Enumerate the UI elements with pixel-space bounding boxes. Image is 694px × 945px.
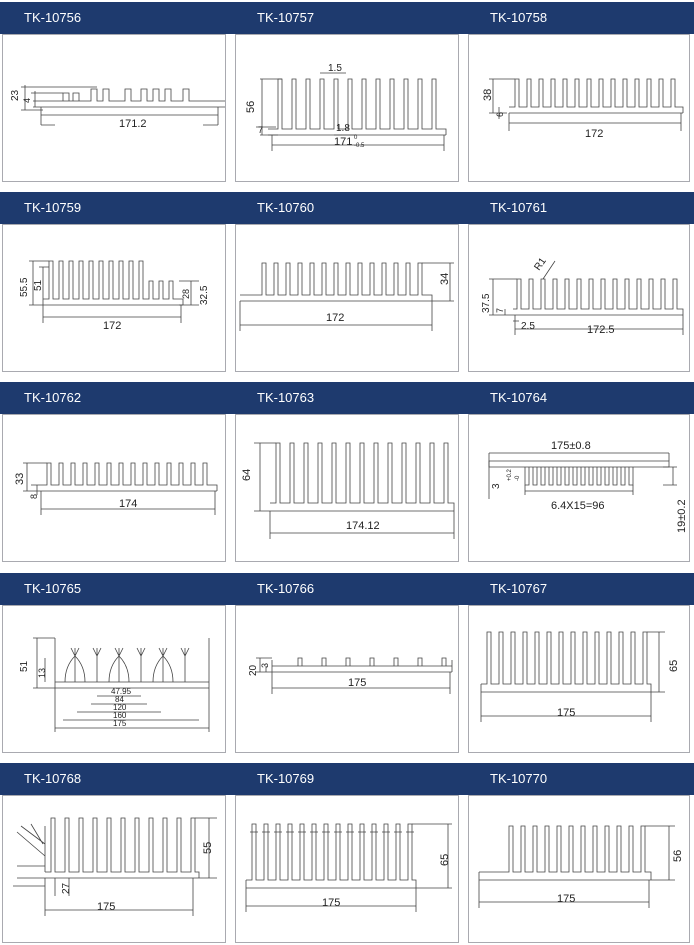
product-card[interactable] bbox=[0, 192, 228, 372]
dimension-label: 7 bbox=[258, 125, 264, 135]
profile-drawing-frame bbox=[235, 605, 459, 753]
product-card[interactable] bbox=[233, 2, 461, 182]
dimension-label: 33 bbox=[14, 472, 26, 485]
dimension-label: 84 bbox=[115, 695, 124, 704]
profile-drawing-frame bbox=[468, 224, 690, 372]
profile-drawing bbox=[3, 606, 225, 752]
product-code: TK-10763 bbox=[257, 390, 315, 405]
profile-drawing bbox=[469, 796, 689, 942]
dimension-label: -0 bbox=[515, 475, 521, 481]
product-code: TK-10767 bbox=[490, 581, 548, 596]
dimension-label: +0.2 bbox=[507, 469, 513, 481]
dimension-label: 1.8 bbox=[336, 123, 350, 134]
dimension-label: 65 bbox=[668, 659, 680, 672]
profile-drawing bbox=[236, 415, 458, 561]
product-code: TK-10758 bbox=[490, 10, 548, 25]
dimension-label: 175 bbox=[348, 677, 367, 689]
dimension-label: 120 bbox=[113, 703, 127, 712]
dimension-label: 3 bbox=[260, 662, 270, 668]
product-card[interactable] bbox=[0, 382, 228, 562]
profile-drawing bbox=[236, 606, 458, 752]
profile-drawing bbox=[3, 796, 225, 942]
product-code: TK-10765 bbox=[24, 581, 82, 596]
dimension-label: 172.5 bbox=[587, 324, 615, 336]
dimension-label: 38 bbox=[482, 88, 494, 101]
product-card[interactable] bbox=[0, 763, 228, 945]
dimension-label: 20 bbox=[248, 664, 259, 676]
dimension-label: 171 bbox=[334, 136, 353, 148]
profile-drawing-frame bbox=[2, 605, 226, 753]
product-card[interactable] bbox=[466, 382, 694, 562]
dimension-label: 171.2 bbox=[119, 118, 147, 130]
profile-drawing-frame bbox=[2, 795, 226, 943]
product-code: TK-10759 bbox=[24, 200, 82, 215]
profile-drawing bbox=[469, 35, 689, 181]
dimension-label: 175 bbox=[113, 719, 127, 728]
dimension-label: R1 bbox=[532, 255, 549, 273]
product-code: TK-10766 bbox=[257, 581, 315, 596]
dimension-label: 175 bbox=[557, 893, 576, 905]
profile-drawing bbox=[236, 35, 458, 181]
dimension-label: 2.5 bbox=[521, 321, 535, 332]
product-card[interactable] bbox=[233, 573, 461, 753]
product-card[interactable] bbox=[0, 2, 228, 182]
dimension-label: 7 bbox=[495, 307, 505, 313]
dimension-label: 175±0.8 bbox=[551, 440, 591, 452]
dimension-label: 55 bbox=[202, 841, 214, 854]
dimension-label: 56 bbox=[672, 849, 684, 862]
product-code: TK-10757 bbox=[257, 10, 315, 25]
dimension-label: 160 bbox=[113, 711, 127, 720]
profile-drawing bbox=[3, 225, 225, 371]
dimension-label: 174.12 bbox=[346, 520, 380, 532]
dimension-label: 6.4X15=96 bbox=[551, 500, 605, 512]
dimension-label: 37.5 bbox=[481, 293, 492, 313]
product-card[interactable] bbox=[0, 573, 228, 753]
product-code: TK-10761 bbox=[490, 200, 548, 215]
product-code: TK-10769 bbox=[257, 771, 315, 786]
product-card[interactable] bbox=[466, 763, 694, 945]
dimension-label: 0 bbox=[354, 135, 358, 141]
dimension-label: 1.5 bbox=[328, 63, 342, 74]
profile-drawing bbox=[469, 225, 689, 371]
dimension-label: 28 bbox=[181, 288, 191, 299]
profile-drawing-frame bbox=[468, 414, 690, 562]
product-code: TK-10768 bbox=[24, 771, 82, 786]
profile-drawing-frame bbox=[2, 414, 226, 562]
dimension-label: 51 bbox=[19, 660, 30, 672]
dimension-label: 51 bbox=[33, 279, 44, 291]
dimension-label: 32.5 bbox=[199, 285, 210, 305]
dimension-label: 27 bbox=[61, 882, 72, 894]
product-card[interactable] bbox=[233, 192, 461, 372]
dimension-label: 175 bbox=[97, 901, 116, 913]
dimension-label: 175 bbox=[322, 897, 341, 909]
product-card[interactable] bbox=[466, 2, 694, 182]
dimension-label: 13 bbox=[37, 667, 47, 678]
profile-drawing bbox=[469, 415, 689, 561]
dimension-label: 174 bbox=[119, 498, 138, 510]
profile-drawing bbox=[3, 415, 225, 561]
product-card[interactable] bbox=[233, 382, 461, 562]
profile-drawing-frame bbox=[235, 795, 459, 943]
dimension-label: 55.5 bbox=[19, 277, 30, 297]
profile-drawing bbox=[469, 606, 689, 752]
dimension-label: 64 bbox=[241, 468, 253, 481]
dimension-label: 4 bbox=[22, 97, 32, 103]
dimension-label: 175 bbox=[557, 707, 576, 719]
profile-drawing-frame bbox=[2, 224, 226, 372]
profile-drawing-frame bbox=[468, 34, 690, 182]
profile-drawing bbox=[236, 796, 458, 942]
dimension-label: 65 bbox=[439, 853, 451, 866]
profile-drawing-frame bbox=[2, 34, 226, 182]
profile-drawing-frame bbox=[468, 605, 690, 753]
profile-drawing-frame bbox=[235, 224, 459, 372]
dimension-label: 56 bbox=[245, 100, 257, 113]
product-code: TK-10756 bbox=[24, 10, 82, 25]
dimension-label: 47.95 bbox=[111, 687, 132, 696]
product-code: TK-10770 bbox=[490, 771, 548, 786]
profile-drawing-frame bbox=[468, 795, 690, 943]
dimension-label: 23 bbox=[10, 89, 21, 101]
dimension-label: 3 bbox=[491, 483, 502, 489]
product-card[interactable] bbox=[466, 573, 694, 753]
product-code: TK-10764 bbox=[490, 390, 548, 405]
dimension-label: 34 bbox=[439, 272, 451, 285]
profile-drawing-frame bbox=[235, 414, 459, 562]
dimension-label: 19±0.2 bbox=[676, 499, 688, 533]
product-code: TK-10760 bbox=[257, 200, 315, 215]
dimension-label: -0.5 bbox=[354, 143, 365, 149]
dimension-label: 8 bbox=[29, 493, 39, 499]
dimension-label: 172 bbox=[585, 128, 604, 140]
profile-drawing-frame bbox=[235, 34, 459, 182]
dimension-label: 172 bbox=[326, 312, 345, 324]
profile-drawing bbox=[3, 35, 225, 181]
product-code: TK-10762 bbox=[24, 390, 82, 405]
product-card[interactable] bbox=[466, 192, 694, 372]
dimension-label: 6 bbox=[495, 111, 505, 117]
dimension-label: 172 bbox=[103, 320, 122, 332]
product-card[interactable] bbox=[233, 763, 461, 945]
profile-drawing bbox=[236, 225, 458, 371]
